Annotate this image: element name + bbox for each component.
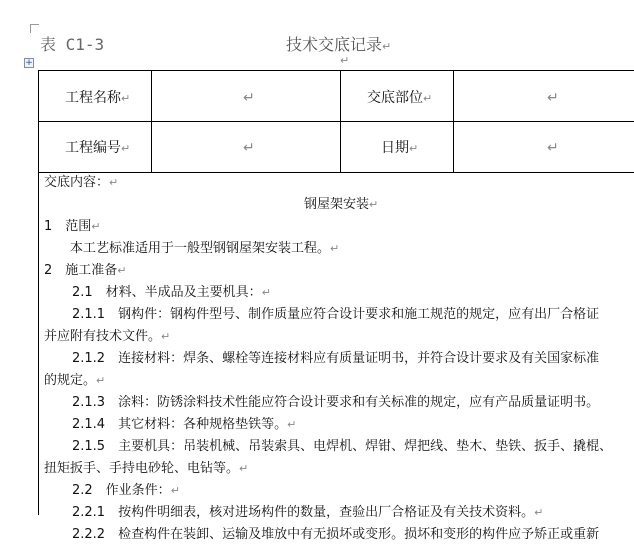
- handover-location-field[interactable]: ↵: [547, 90, 559, 106]
- page-title: 技术交底记录↵: [286, 35, 392, 54]
- paragraph-line: 2.1.5 主要机具：吊装机械、吊装索具、电焊机、焊钳、焊把线、垫木、垫铁、扳手、撬棍、: [72, 439, 613, 454]
- table-move-handle-icon[interactable]: +: [25, 58, 33, 68]
- date-field[interactable]: ↵: [547, 140, 559, 156]
- date-label: 日期↵: [381, 140, 419, 156]
- paragraph-line: 2.1.2 连接材料：焊条、螺栓等连接材料应有质量证明书，并符合设计要求及有关国家标准: [72, 351, 600, 366]
- paragraph-line: 2.2.1 按构件明细表，核对进场构件的数量，查验出厂合格证及有关技术资料。↵: [72, 505, 544, 520]
- paragraph-line: 的规定。↵: [44, 373, 106, 388]
- table-rule: [340, 71, 341, 172]
- subsection-heading: 2.1 材料、半成品及主要机具：↵: [72, 285, 271, 300]
- paragraph-line: 本工艺标准适用于一般型钢钢屋架安装工程。↵: [70, 241, 340, 256]
- form-code: 表 C1-3: [40, 35, 105, 54]
- page-corner-mark: [30, 24, 39, 33]
- project-name-label: 工程名称↵: [65, 90, 131, 106]
- section-heading: 2 施工准备↵: [44, 263, 127, 278]
- project-number-field[interactable]: ↵: [243, 140, 255, 156]
- paragraph-line: 2.1.4 其它材料：各种规格垫铁等。↵: [72, 417, 297, 432]
- paragraph-line: 2.1.3 涂料：防锈涂料技术性能应符合设计要求和有关标准的规定，应有产品质量证明书。: [72, 395, 600, 410]
- paragraph-line: 2.2.2 检查构件在装卸、运输及堆放中有无损坏或变形。损坏和变形的构件应予矫正或重新: [72, 527, 600, 542]
- section-heading: 1 范围↵: [44, 219, 101, 234]
- paragraph-mark: ↵: [382, 40, 392, 53]
- paragraph-line: 扭矩扳手、手持电砂轮、电钻等。↵: [44, 461, 249, 476]
- table-rule: [39, 172, 634, 173]
- table-rule: [453, 71, 454, 172]
- document-title: 钢屋架安装↵: [304, 197, 379, 212]
- project-number-label: 工程编号↵: [65, 140, 131, 156]
- table-rule: [39, 121, 634, 122]
- handover-location-label: 交底部位↵: [367, 90, 433, 106]
- table-rule: [151, 71, 152, 172]
- project-name-field[interactable]: ↵: [243, 90, 255, 106]
- content-heading: 交底内容：↵: [44, 175, 119, 190]
- paragraph-line: 2.1.1 钢构件：钢构件型号、制作质量应符合设计要求和施工规范的规定，应有出厂合格证: [72, 307, 600, 322]
- paragraph-line: 并应附有技术文件。↵: [44, 329, 171, 344]
- subsection-heading: 2.2 作业条件：↵: [72, 483, 180, 498]
- paragraph-mark: ↵: [340, 54, 350, 67]
